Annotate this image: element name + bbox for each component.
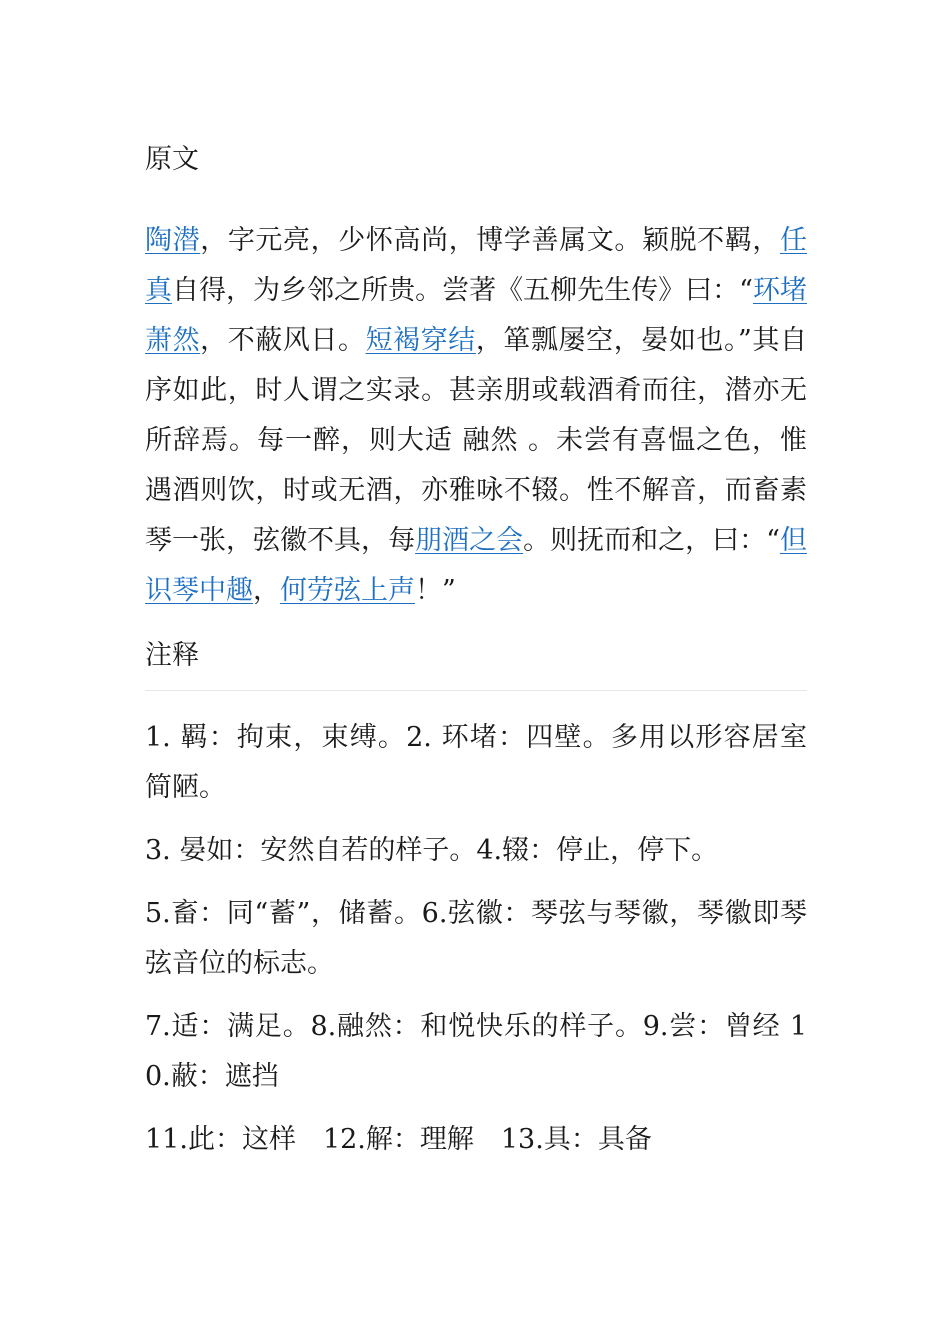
text-segment: ，字元亮，少怀高尚，博学善属文。颖脱不羁， [200, 225, 781, 256]
term-link[interactable]: 朋酒之会 [415, 525, 524, 556]
text-segment: ！” [415, 575, 456, 606]
document-page [145, 140, 807, 1178]
note-item: 1. 羁：拘束，束缚。2. 环堵：四壁。多用以形容居室简陋。 [145, 722, 807, 803]
term-link[interactable]: 环堵萧然 [145, 275, 807, 356]
text-segment: ，不蔽风日。 [200, 325, 366, 356]
term-link[interactable]: 何劳弦上声 [280, 575, 415, 606]
term-link[interactable]: 但识琴中趣 [145, 525, 807, 606]
text-segment: 自得，为乡邻之所贵。尝著《五柳先生传》曰：“ [172, 275, 753, 306]
original-heading: 原文 [145, 144, 199, 175]
divider [145, 690, 807, 691]
text-segment: ，箪瓢屡空，晏如也。”其自序如此，时人谓之实录。甚亲朋或载酒肴而往，潜亦无所辞焉。每一醉，则大适 融然 。未尝有喜愠之色，惟遇酒则饮，时或无酒，亦雅咏不辍。性不解音，而畜素琴一张，弦徽不具，每 [145, 325, 807, 556]
note-item: 11.此：这样 12.解：理解 13.具：具备 [145, 1124, 652, 1155]
notes-list [145, 713, 807, 1165]
original-text [145, 216, 807, 616]
note-item: 3. 晏如：安然自若的样子。4.辍：停止，停下。 [145, 835, 719, 866]
notes-heading: 注释 [145, 640, 199, 671]
note-item: 5.畜：同“蓄”，储蓄。6.弦徽：琴弦与琴徽，琴徽即琴弦音位的标志。 [145, 898, 807, 979]
term-link[interactable]: 陶潜 [145, 225, 201, 256]
text-segment: 。则抚而和之，曰：“ [523, 525, 780, 556]
text-segment: ， [253, 575, 280, 606]
note-item: 7.适：满足。8.融然：和悦快乐的样子。9.尝：曾经 10.蔽：遮挡 [145, 1011, 807, 1092]
term-link[interactable]: 短褐穿结 [365, 325, 476, 356]
term-link[interactable]: 任真 [145, 225, 808, 306]
